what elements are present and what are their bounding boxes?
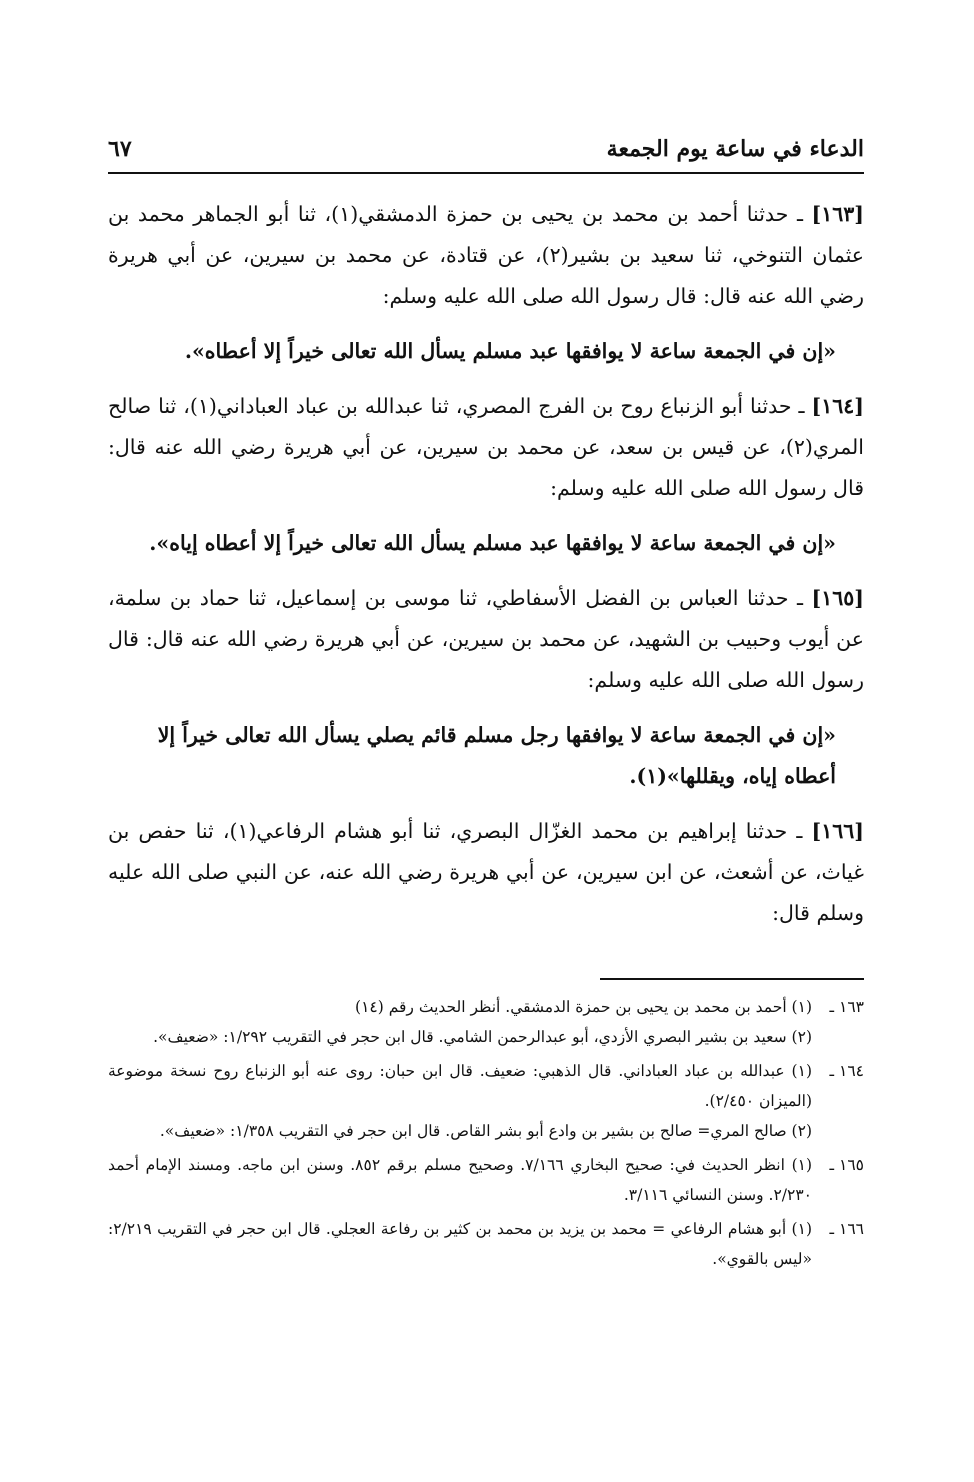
hadith-163-matn: «إن في الجمعة ساعة لا يوافقها عبد مسلم يسأل الله تعالى خيراً إلا أعطاه». [184, 339, 836, 363]
hadith-165-isnad [108, 578, 864, 701]
hadith-number: [١٦٥] [811, 586, 864, 610]
hadith-number: [١٦٤] [811, 394, 864, 418]
footnote-number: ١٦٥ ـ [829, 1156, 864, 1174]
footnote-text: (١) انظر الحديث في: صحيح البخاري ٧/١٦٦. وصحيح مسلم برقم ٨٥٢. وسنن ابن ماجه. ومسند الإمام أحمد ٢/٢٣٠. وسنن النسائي ٣/١١٦. [108, 1156, 813, 1204]
hadith-166-isnad [108, 811, 864, 934]
footnote-number: ١٦٤ ـ [829, 1062, 864, 1080]
footnote-165 [108, 1150, 864, 1210]
isnad-text: ـ حدثنا إبراهيم بن محمد الغزّال البصري، ثنا أبو هشام الرفاعي(١)، ثنا حفص بن غياث، عن أشعث، عن ابن سيرين، عن أبي هريرة رضي الله عنه، عن النبي صلى الله عليه وسلم قال: [108, 819, 864, 925]
running-title: الدعاء في ساعة يوم الجمعة [606, 136, 864, 162]
isnad-text: ـ حدثنا أحمد بن محمد بن يحيى بن حمزة الدمشقي(١)، ثنا أبو الجماهر محمد بن عثمان التنوخي، ثنا سعيد بن بشير(٢)، عن قتادة، عن محمد بن سيرين، عن أبي هريرة رضي الله عنه قال: قال رسول الله صلى الله عليه وسلم: [108, 202, 864, 308]
footnote-text: (١) عبدالله بن عباد العباداني. قال الذهبي: ضعيف. قال ابن حبان: روى عنه أبو الزنباع روح نسخة موضوعة (الميزان ٢/٤٥٠). [108, 1062, 812, 1110]
running-header [108, 128, 864, 174]
footnote-166 [108, 1214, 864, 1274]
main-text [108, 194, 864, 934]
isnad-text: ـ حدثنا أبو الزنباع روح بن الفرج المصري، ثنا عبدالله بن عباد العباداني(١)، ثنا صالح المري(٢)، عن قيس بن سعد، عن محمد بن سيرين، عن أبي هريرة رضي الله عنه قال: قال رسول الله صلى الله عليه وسلم: [108, 394, 864, 500]
footnote-separator [600, 978, 864, 980]
book-page [108, 128, 864, 1278]
footnote-text: (١) أحمد بن محمد بن يحيى بن حمزة الدمشقي. أنظر الحديث رقم (١٤) [355, 998, 812, 1016]
footnote-text: (١) أبو هشام الرفاعي = محمد بن يزيد بن محمد بن كثير بن رفاعة العجلي. قال ابن حجر في التقريب ٢/٢١٩: «ليس بالقوي». [108, 1220, 812, 1268]
footnotes [108, 992, 864, 1274]
hadith-164-isnad [108, 386, 864, 509]
isnad-text: ـ حدثنا العباس بن الفضل الأسفاطي، ثنا موسى بن إسماعيل، ثنا حماد بن سلمة، عن أيوب وحبيب بن الشهيد، عن محمد بن سيرين، عن أبي هريرة رضي الله عنه قال: قال رسول الله صلى الله عليه وسلم: [108, 586, 864, 692]
page-number: ٦٧ [108, 136, 132, 162]
footnote-text: (٢) صالح المري= صالح بن بشير بن وادع أبو بشر القاص. قال ابن حجر في التقريب ١/٣٥٨: «ضعيف». [159, 1122, 812, 1140]
footnote-164 [108, 1056, 864, 1146]
hadith-164-matn: «إن في الجمعة ساعة لا يوافقها عبد مسلم يسأل الله تعالى خيراً إلا أعطاه إياه». [149, 531, 836, 555]
hadith-163-isnad [108, 194, 864, 317]
footnote-text: (٢) سعيد بن بشير البصري الأزدي، أبو عبدالرحمن الشامي. قال ابن حجر في التقريب ١/٢٩٢: «ضعيف». [153, 1028, 812, 1046]
hadith-number: [١٦٣] [811, 202, 864, 226]
footnote-163 [108, 992, 864, 1052]
hadith-165-matn: «إن في الجمعة ساعة لا يوافقها رجل مسلم قائم يصلي يسأل الله تعالى خيراً إلا أعطاه إياه، ويقللها»(١). [157, 723, 836, 788]
hadith-number: [١٦٦] [811, 819, 864, 843]
footnote-number: ١٦٣ ـ [829, 998, 864, 1016]
footnote-number: ١٦٦ ـ [829, 1220, 864, 1238]
